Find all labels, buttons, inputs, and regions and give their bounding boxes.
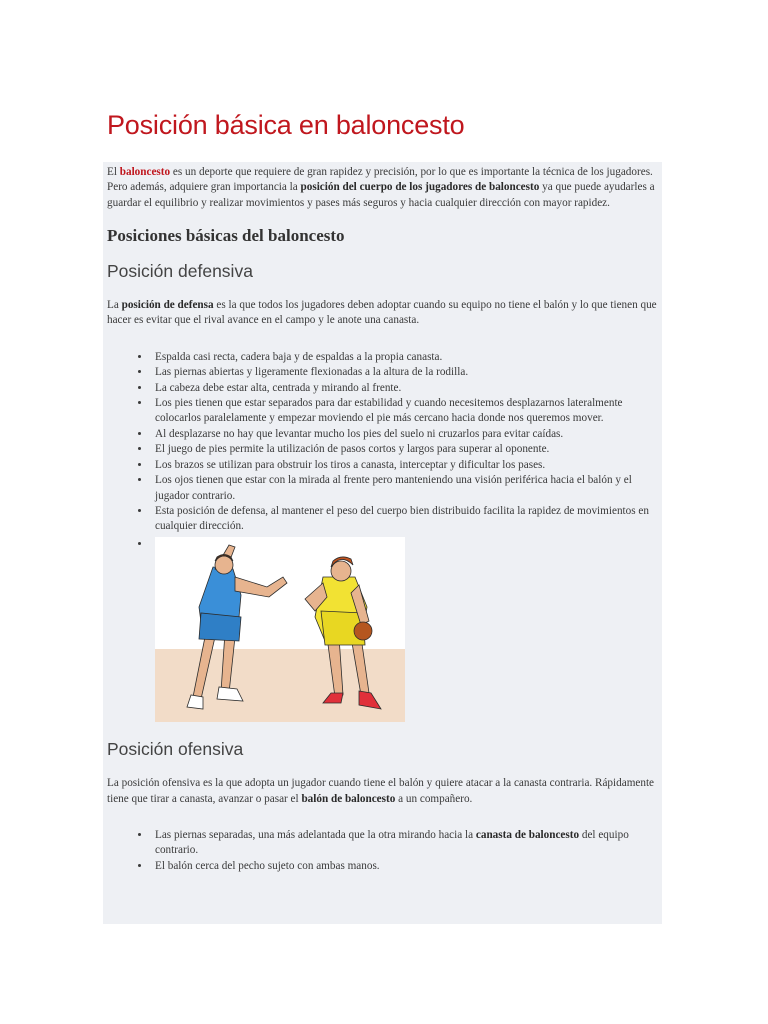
list-item: • Esta posición de defensa, al mantener el peso del cuerpo bien distribuido facilita la rapidez de movimientos en cualquier dirección. [151,504,660,535]
intro-paragraph: El baloncesto es un deporte que requiere de gran rapidez y precisión, por lo que es importante la técnica de los jugadores. Pero además, adquiere gran importancia la posición del cuerpo de los jugadores de baloncesto ya que puede ayudarles a guardar el equilibrio y realizar movimientos y pases más seguros y hacia cualquier dirección con mayor rapidez. [107,166,655,209]
list-item: • Espalda casi recta, cadera baja y de espaldas a la propia canasta. [151,350,660,365]
list-item: • Los pies tienen que estar separados para dar estabilidad y cuando necesitemos desplazarnos lateralmente colocarlos paralelamente y empezar moviendo el pie más cercano hacia donde nos queremos mover. [151,396,660,427]
section-subheading: Posiciones básicas del baloncesto [107,226,345,246]
defensiva-paragraph: La posición de defensa es la que todos los jugadores deben adoptar cuando su equipo no tiene el balón y lo que tienen que hacer es evitar que el rival avance en el campo y le anote una canasta. [107,299,657,327]
ofensiva-paragraph: La posición ofensiva es la que adopta un jugador cuando tiene el balón y quiere atacar a la canasta contraria. Rápidamente tiene que tirar a canasta, avanzar o pasar el balón de baloncesto a un compañero. [107,777,655,805]
list-item: • Las piernas separadas, una más adelantada que la otra mirando hacia la canasta de baloncesto del equipo contrario. [151,828,660,859]
defensiva-list [107,350,660,722]
article-body [103,162,662,924]
list-item-image [151,537,660,722]
list-item: • El balón cerca del pecho sujeto con ambas manos. [151,859,660,874]
page-title: Posición básica en baloncesto [107,110,465,140]
list-item: • Los brazos se utilizan para obstruir los tiros a canasta, interceptar y dificultar los pases. [151,458,660,473]
list-item: • La cabeza debe estar alta, centrada y mirando al frente. [151,381,660,396]
list-item: • Las piernas abiertas y ligeramente flexionadas a la altura de la rodilla. [151,365,660,380]
baloncesto-link[interactable]: baloncesto [119,166,171,178]
heading-posicion-defensiva: Posición defensiva [107,260,253,281]
ofensiva-list [107,828,660,874]
list-item: • Los ojos tienen que estar con la mirada al frente pero manteniendo una visión periférica hacia el balón y el jugador contrario. [151,473,660,504]
heading-posicion-ofensiva: Posición ofensiva [107,738,244,759]
list-item: • El juego de pies permite la utilización de pasos cortos y largos para superar al oponente. [151,442,660,457]
list-item: • Al desplazarse no hay que levantar mucho los pies del suelo ni cruzarlos para evitar caídas. [151,427,660,442]
basketball-players-illustration [155,537,405,722]
